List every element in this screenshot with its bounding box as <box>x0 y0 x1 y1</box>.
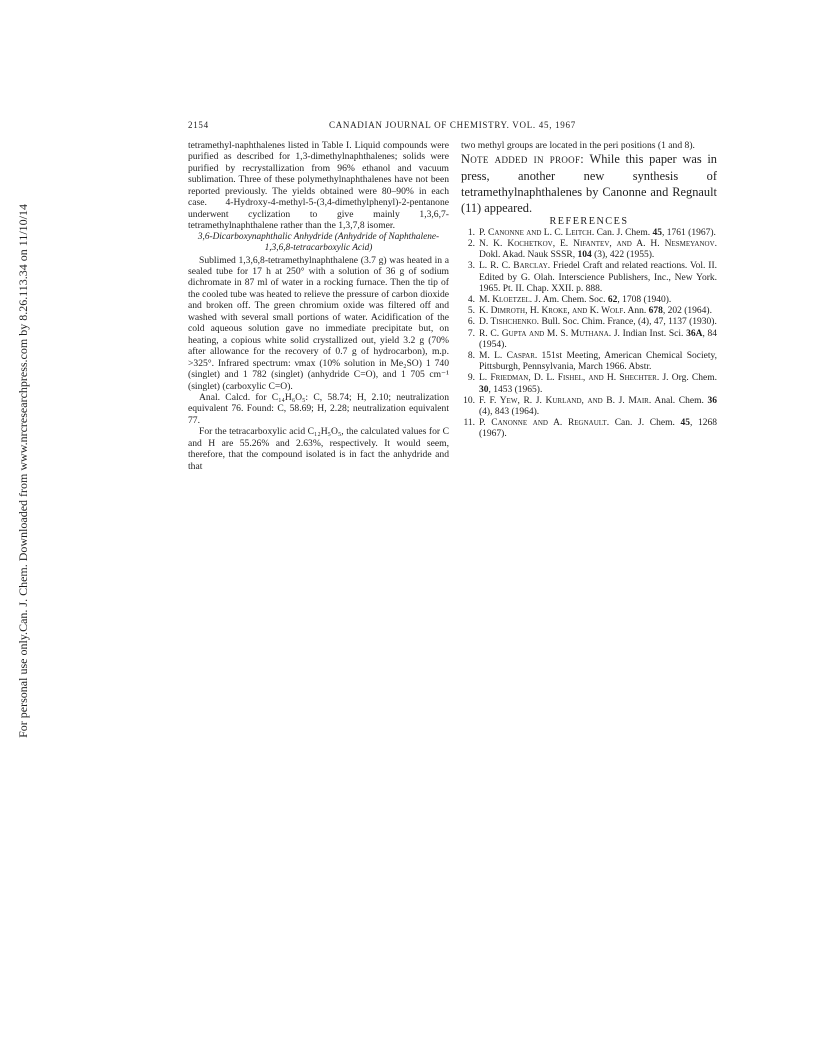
reference-item <box>461 418 717 440</box>
reference-source: Ann. <box>625 306 649 317</box>
reference-authors: M. Kloetzel. <box>479 294 533 305</box>
reference-source: 151st Meeting, American Chemical Society, Pittsburgh, Pennsylvania, March 1966. Abstr. <box>479 350 717 373</box>
reference-item <box>461 373 717 395</box>
reference-source: J. Org. Chem. <box>659 373 717 384</box>
reference-number: 4. <box>467 294 475 305</box>
reference-source: J. Am. Chem. Soc. <box>532 294 608 305</box>
reference-pages: (3), 422 (1955). <box>591 250 655 261</box>
left-column <box>188 140 449 472</box>
right-column <box>461 140 717 441</box>
note-added-in-proof <box>461 151 717 216</box>
reference-pages: , 84 (1954). <box>479 328 717 350</box>
note-label: Note added in proof: <box>461 152 585 167</box>
reference-source: Can. J. Chem. <box>609 418 681 429</box>
analysis-paragraph: Anal. Calcd. for C₁₄H₆O₅: C, 58.74; H, 2.10; neutralization equivalent 76. Found: C, 58.69; H, 2.28; neutralization equivalent 77. <box>188 391 449 426</box>
reference-number: 7. <box>467 328 475 339</box>
reference-item <box>461 295 717 306</box>
reference-source: Bull. Soc. Chim. France, (4), 47, 1137 (1930). <box>539 317 717 328</box>
reference-list <box>461 228 717 441</box>
page-number: 2154 <box>188 120 209 130</box>
reference-item <box>461 228 717 239</box>
reference-number: 2. <box>467 238 475 249</box>
continuation-paragraph: two methyl groups are located in the peri positions (1 and 8). <box>461 140 695 151</box>
download-notice <box>4 204 42 738</box>
reference-source: Can. J. Chem. <box>594 227 653 238</box>
reference-volume: 36A <box>686 328 703 339</box>
reference-pages: , 202 (1964). <box>662 306 712 317</box>
reference-authors: L. Friedman, D. L. Fishel, and H. Shechter. <box>479 373 660 384</box>
reference-authors: M. L. Caspar. <box>479 350 538 361</box>
reference-authors: K. Dimroth, H. Kroke, and K. Wolf. <box>479 306 626 317</box>
reference-number: 6. <box>467 317 475 328</box>
download-notice-line: Can. J. Chem. Downloaded from www.nrcresearchpress.com by 8.26.113.34 on 11/10/14 <box>16 204 30 633</box>
reference-source: J. Indian Inst. Sci. <box>611 328 687 339</box>
reference-volume: 104 <box>577 250 592 261</box>
reference-authors: L. R. C. Barclay. <box>479 261 551 272</box>
reference-authors: P. Canonne and A. Regnault. <box>479 418 610 429</box>
reference-pages: , 1708 (1940). <box>617 294 672 305</box>
reference-authors: F. F. Yew, R. J. Kurland, and B. J. Mair. <box>479 395 652 406</box>
reference-volume: 45 <box>680 418 690 429</box>
reference-number: 9. <box>467 373 475 384</box>
reference-source: Friedel Craft and related reactions. Vol. II. Edited by G. Olah. Interscience Publishers, Inc., New York. 1965. Pt. II. Chap. XXII. p. 888. <box>479 261 717 294</box>
reference-number: 3. <box>467 261 475 272</box>
reference-number: 5. <box>467 306 475 317</box>
reference-item <box>461 261 717 295</box>
running-head <box>188 118 718 132</box>
reference-volume: 30 <box>479 384 489 395</box>
reference-authors: R. C. Gupta and M. S. Muthana. <box>479 328 612 339</box>
reference-item <box>461 396 717 418</box>
reference-item <box>461 351 717 373</box>
reference-volume: 45 <box>652 227 663 238</box>
intro-paragraph: tetramethyl-naphthalenes listed in Table I. Liquid compounds were purified as described for 1,3-dimethylnaphthalenes; solids were purified by recrystallization from 96% ethanol and vacuum sublimation. Three of these polymethylnaphthalenes have not been reported previously. The yields obtained were 80–90% in each case. 4-Hydroxy-4-methyl-5-(3,4-dimethylphenyl)-2-pentanone underwent cyclization to give mainly 1,3,6,7-tetramethylnaphthalene rather than the 1,3,7,8 isomer. <box>188 140 449 232</box>
reference-pages: , 1761 (1967). <box>662 227 716 238</box>
reference-volume: 36 <box>707 395 718 406</box>
reference-pages: (4), 843 (1964). <box>479 406 540 417</box>
reference-volume: 62 <box>607 294 618 305</box>
discussion-paragraph: For the tetracarboxylic acid C₁₂H₅O₅, the calculated values for C and H are 55.26% and 2.63%, respectively. It would seem, therefore, that the compound isolated is in fact the anhydride and that <box>188 426 449 472</box>
reference-number: 11. <box>463 418 475 429</box>
reference-number: 8. <box>467 350 475 361</box>
reference-authors: D. Tishchenko. <box>479 317 540 328</box>
reference-volume: 678 <box>648 306 663 317</box>
procedure-paragraph: Sublimed 1,3,6,8-tetramethylnaphthalene (3.7 g) was heated in a sealed tube for 17 h at 250° with a solution of 36 g of sodium dichromate in 87 ml of water in a rocking furnace. Then the tip of the cooled tube was heated to relieve the pressure of carbon dioxide and broken off. The green chromium oxide was filtered off and washed with several small portions of water. Acidification of the cold aqueous solution gave no immediate precipitate but, on heating, a copious white solid crystallized out, yield 3.2 g (70% after allowance for the recovery of 0.7 g of hydrocarbon), m.p. >325°. Infrared spectrum: νmax (10% solution in Me₂SO) 1 740 (singlet) and 1 782 (singlet) (anhydride C=O), and 1 705 cm⁻¹ (singlet) (carboxylic C=O). <box>188 254 449 392</box>
reference-source: Anal. Chem. <box>651 395 708 406</box>
note-text: While this paper was in press, another new synthesis of tetramethylnaphthalenes by Canonne and Regnault (11) appeared. <box>461 152 718 216</box>
references-heading: REFERENCES <box>549 216 629 228</box>
reference-source: Dokl. Akad. Nauk SSSR, <box>479 250 578 261</box>
reference-pages: , 1268 (1967). <box>479 418 718 440</box>
reference-number: 10. <box>463 395 475 406</box>
section-heading: 3,6-Dicarboxynaphthalic Anhydride (Anhydride of Naphthalene-1,3,6,8-tetracarboxylic Acid) <box>197 231 440 254</box>
personal-use-line: For personal use only. <box>16 632 30 738</box>
reference-item <box>461 239 717 261</box>
reference-item <box>461 317 717 328</box>
reference-item <box>461 329 717 351</box>
reference-item <box>461 306 717 317</box>
journal-title: CANADIAN JOURNAL OF CHEMISTRY. VOL. 45, 1967 <box>329 120 576 130</box>
reference-authors: P. Canonne and L. C. Leitch. <box>479 227 595 238</box>
reference-authors: N. K. Kochetkov, E. Nifantev, and A. H. Nesmeyanov. <box>479 238 717 249</box>
reference-pages: , 1453 (1965). <box>488 384 543 395</box>
reference-number: 1. <box>467 227 475 238</box>
